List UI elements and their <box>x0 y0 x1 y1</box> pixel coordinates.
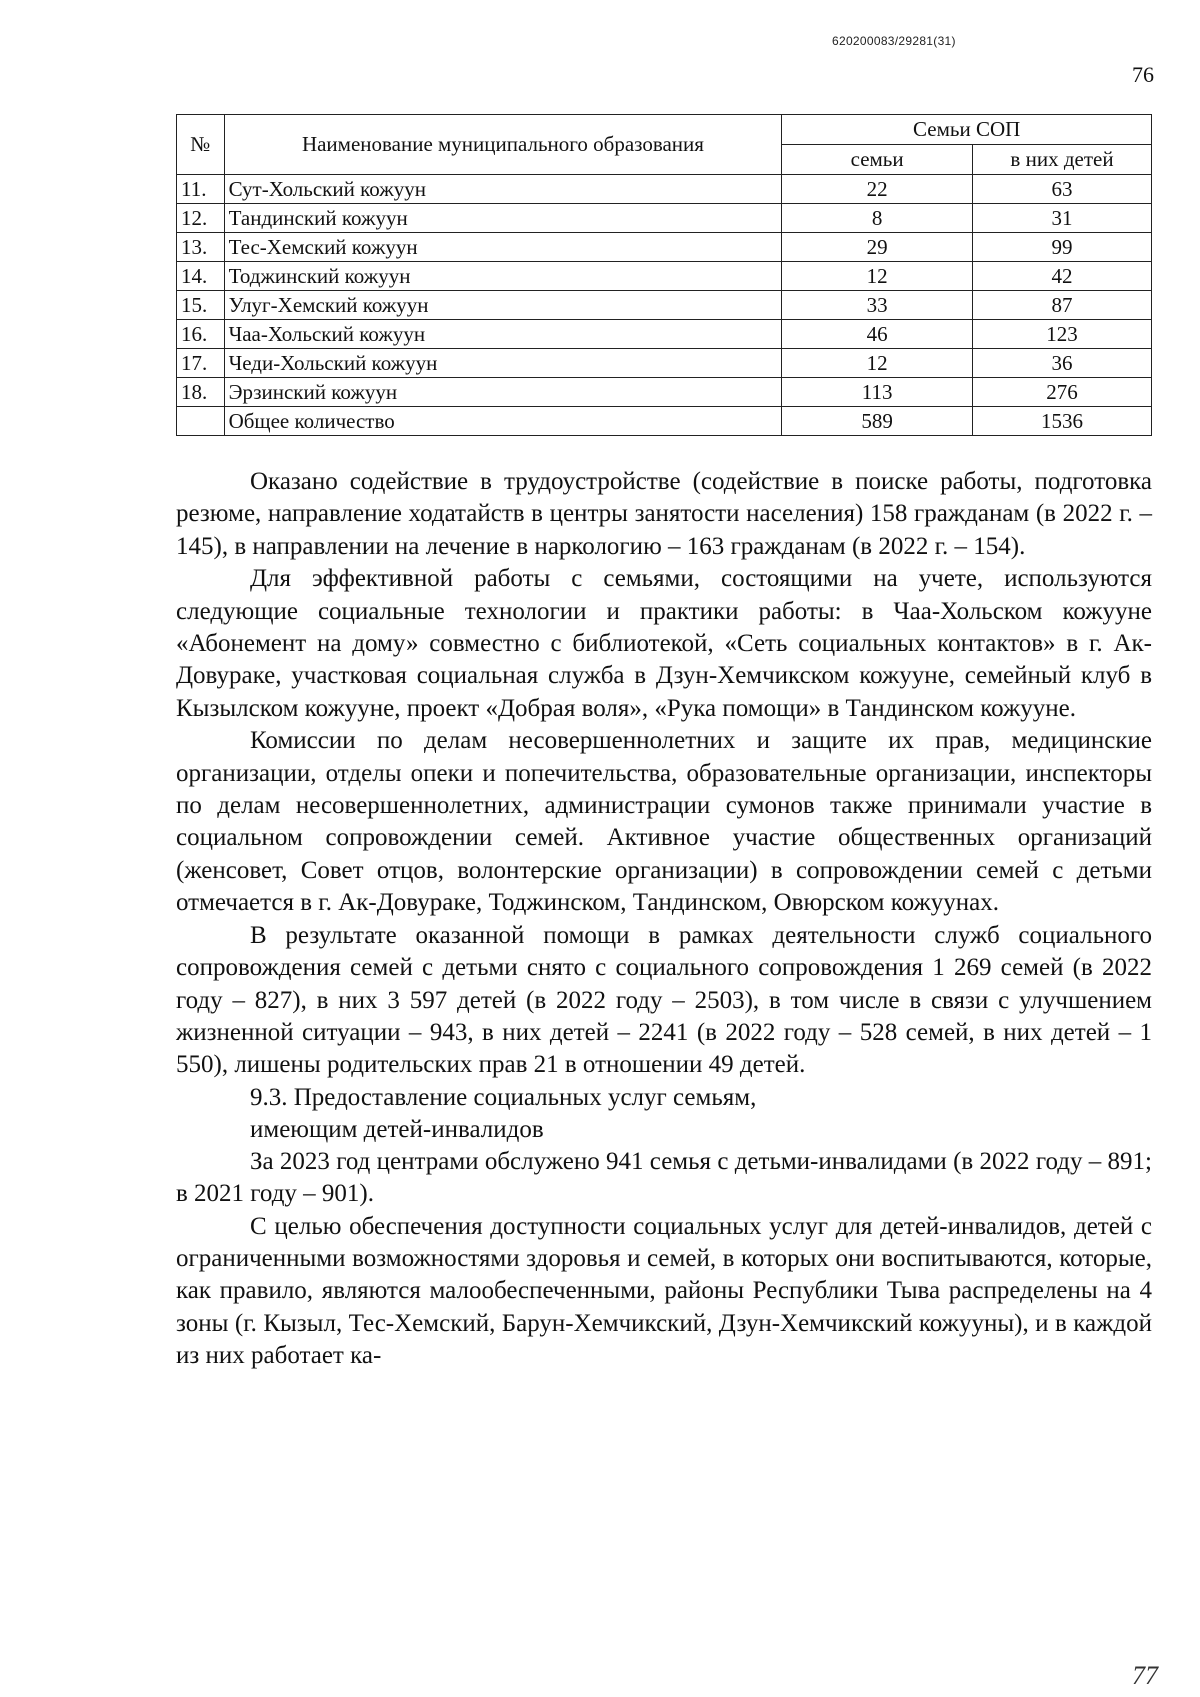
row-children: 87 <box>972 291 1151 320</box>
table-row <box>177 204 1152 233</box>
row-children: 99 <box>972 233 1151 262</box>
row-municipality: Тоджинский кожуун <box>224 262 782 291</box>
table-row <box>177 262 1152 291</box>
paragraph-social-technologies: Для эффективной работы с семьями, состоящими на учете, используются следующие социальные технологии и практики работы: в Чаа-Хольском кожууне «Абонемент на дому» совместно с библиотекой, «Сеть социальных контактов» в г. Ак-Довураке, участковая социальная служба в Дзун-Хемчикском кожууне, семейный клуб в Кызылском кожууне, проект «Добрая воля», «Рука помощи» в Тандинском кожууне. <box>176 565 1152 722</box>
paragraph-zones: С целью обеспечения доступности социальных услуг для детей-инвалидов, детей с ограниченными возможностями здоровья и семей, в которых они воспитываются, которые, как правило, являются малообеспеченными, районы Республики Тыва распределены на 4 зоны (г. Кызыл, Тес-Хемский, Барун-Хемчикский, Дзун-Хемчикский кожууны), и в каждой из них работает ка- <box>176 1212 1152 1370</box>
section-heading-line-2: имеющим детей-инвалидов <box>250 1115 544 1143</box>
total-children: 1536 <box>972 407 1151 436</box>
row-children: 63 <box>972 175 1151 204</box>
total-families: 589 <box>782 407 973 436</box>
paragraph-results: В результате оказанной помощи в рамках деятельности служб социального сопровождения семей с детьми снято с социального сопровождения 1 269 семей (в 2022 году – 827), в них 3 597 детей (в 2022 году – 2503), в том числе в связи с улучшением жизненной ситуации – 943, в них детей – 2241 (в 2022 году – 528 семей, в них детей – 1 550), лишены родительских прав 21 в отношении 49 детей. <box>176 921 1152 1079</box>
table-row <box>177 349 1152 378</box>
row-number: 17. <box>177 349 225 378</box>
row-families: 22 <box>782 175 973 204</box>
document-body <box>176 466 1152 1373</box>
row-number: 14. <box>177 262 225 291</box>
table-total-row <box>177 407 1152 436</box>
section-heading-line-1: 9.3. Предоставление социальных услуг семьям, <box>250 1083 757 1111</box>
header-children: в них детей <box>972 145 1151 175</box>
table-body <box>177 175 1152 436</box>
handwritten-page-mark: 77 <box>1132 1661 1158 1690</box>
row-children: 31 <box>972 204 1151 233</box>
row-families: 12 <box>782 262 973 291</box>
row-families: 33 <box>782 291 973 320</box>
header-municipality: Наименование муниципального образования <box>224 115 782 175</box>
document-id: 620200083/29281(31) <box>832 34 956 48</box>
row-number: 11. <box>177 175 225 204</box>
row-municipality: Улуг-Хемский кожуун <box>224 291 782 320</box>
total-number <box>177 407 225 436</box>
row-children: 276 <box>972 378 1151 407</box>
row-municipality: Сут-Хольский кожуун <box>224 175 782 204</box>
row-number: 18. <box>177 378 225 407</box>
paragraph-employment-assistance: Оказано содействие в трудоустройстве (содействие в поиске работы, подготовка резюме, направление ходатайств в центры занятости населения) 158 гражданам (в 2022 г. – 145), в направлении на лечение в наркологию – 163 гражданам (в 2022 г. – 154). <box>176 468 1152 560</box>
row-families: 8 <box>782 204 973 233</box>
total-label: Общее количество <box>224 407 782 436</box>
table-row <box>177 378 1152 407</box>
row-municipality: Тандинский кожуун <box>224 204 782 233</box>
row-families: 29 <box>782 233 973 262</box>
row-children: 36 <box>972 349 1151 378</box>
table-row <box>177 320 1152 349</box>
row-number: 16. <box>177 320 225 349</box>
row-families: 12 <box>782 349 973 378</box>
row-number: 15. <box>177 291 225 320</box>
families-table <box>176 114 1152 436</box>
page-number: 76 <box>1132 62 1154 87</box>
header-number: № <box>177 115 225 175</box>
row-municipality: Чаа-Хольский кожуун <box>224 320 782 349</box>
paragraph-commissions: Комиссии по делам несовершеннолетних и защите их прав, медицинские организации, отделы опеки и попечительства, образовательные организации, инспекторы по делам несовершеннолетних, администрации сумонов также принимали участие в социальном сопровождении семей. Активное участие общественных организаций (женсовет, Совет отцов, волонтерские организации) в сопровождении семей с детьми отмечается в г. Ак-Довураке, Тоджинском, Тандинском, Овюрском кожуунах. <box>176 727 1152 917</box>
row-number: 13. <box>177 233 225 262</box>
row-municipality: Чеди-Хольский кожуун <box>224 349 782 378</box>
section-heading <box>176 1082 1152 1146</box>
table-header <box>177 115 1152 175</box>
row-children: 123 <box>972 320 1151 349</box>
header-sop-families: Семьи СОП <box>782 115 1152 145</box>
row-families: 113 <box>782 378 973 407</box>
header-families: семьи <box>782 145 973 175</box>
table-row <box>177 175 1152 204</box>
row-children: 42 <box>972 262 1151 291</box>
row-municipality: Эрзинский кожуун <box>224 378 782 407</box>
table-row <box>177 291 1152 320</box>
row-number: 12. <box>177 204 225 233</box>
paragraph-served-families: За 2023 год центрами обслужено 941 семья с детьми-инвалидами (в 2022 году – 891; в 2021 году – 901). <box>176 1147 1152 1208</box>
row-families: 46 <box>782 320 973 349</box>
table-row <box>177 233 1152 262</box>
row-municipality: Тес-Хемский кожуун <box>224 233 782 262</box>
